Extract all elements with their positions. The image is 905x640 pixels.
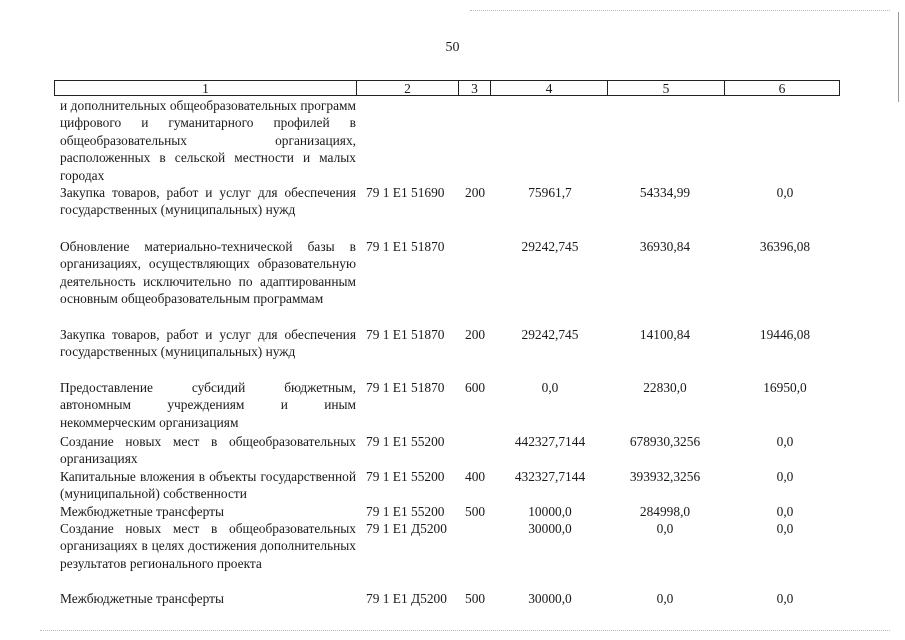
row-code: 79 1 E1 Д5200 <box>366 521 447 536</box>
row-value-col5: 393932,3256 <box>629 469 701 484</box>
row-value-col5: 54334,99 <box>639 185 691 200</box>
table-row <box>0 326 905 379</box>
row-description: Обновление материально-технической базы в организациях, осуществляющих образовательную деятельность исключительно по адаптированным основным общеобразовательным программам <box>60 239 356 307</box>
row-code: 79 1 E1 55200 <box>366 434 445 449</box>
row-value-col6: 36396,08 <box>759 239 811 254</box>
table-row <box>0 468 905 503</box>
table-row <box>0 590 905 610</box>
row-expense-type: 500 <box>465 504 486 519</box>
row-value-col4: 29242,745 <box>521 327 579 342</box>
row-value-col5: 22830,0 <box>643 380 687 395</box>
row-value-col4: 75961,7 <box>528 185 572 200</box>
row-value-col5: 678930,3256 <box>629 434 701 449</box>
table-row <box>0 97 905 184</box>
row-value-col5: 14100,84 <box>639 327 691 342</box>
row-value-col4: 30000,0 <box>528 591 572 606</box>
row-value-col6: 0,0 <box>776 185 794 200</box>
row-description: Предоставление субсидий бюджетным, автономным учреждениям и иным некоммерческим организациям <box>60 380 356 430</box>
row-expense-type: 600 <box>465 380 486 395</box>
row-value-col4: 29242,745 <box>521 239 579 254</box>
row-code: 79 1 E1 51870 <box>366 239 445 254</box>
table-row <box>0 433 905 468</box>
column-header: 5 <box>608 81 725 95</box>
row-code: 79 1 E1 55200 <box>366 504 445 519</box>
row-value-col6: 0,0 <box>776 469 794 484</box>
table-row <box>0 184 905 238</box>
row-description: Межбюджетные трансферты <box>60 591 224 606</box>
row-code: 79 1 E1 51690 <box>366 185 445 200</box>
row-value-col5: 284998,0 <box>639 504 691 519</box>
row-value-col6: 16950,0 <box>763 380 807 395</box>
row-description: и дополнительных общеобразовательных программ цифрового и гуманитарного профилей в общеобразовательных организациях, расположенных в сельской местности и малых городах <box>60 98 356 183</box>
row-description: Закупка товаров, работ и услуг для обеспечения государственных (муниципальных) нужд <box>60 185 356 218</box>
row-description: Создание новых мест в общеобразовательных организациях в целях достижения дополнительных результатов регионального проекта <box>60 521 356 571</box>
row-value-col6: 0,0 <box>776 434 794 449</box>
row-value-col5: 0,0 <box>656 521 674 536</box>
column-header: 1 <box>55 81 357 95</box>
row-code: 79 1 E1 Д5200 <box>366 591 447 606</box>
scan-artifact-top <box>470 10 890 12</box>
column-header: 6 <box>778 81 786 96</box>
table-body <box>0 97 905 610</box>
scan-artifact-bottom <box>40 630 890 632</box>
row-description: Капитальные вложения в объекты государственной (муниципальной) собственности <box>60 469 356 502</box>
row-value-col4: 30000,0 <box>528 521 572 536</box>
row-expense-type: 500 <box>465 591 486 606</box>
column-header: 4 <box>491 81 608 95</box>
row-expense-type: 400 <box>465 469 486 484</box>
row-value-col4: 10000,0 <box>528 504 572 519</box>
row-value-col6: 0,0 <box>776 504 794 519</box>
row-code: 79 1 E1 55200 <box>366 469 445 484</box>
table-row <box>0 379 905 433</box>
row-value-col4: 432327,7144 <box>514 469 586 484</box>
row-value-col5: 0,0 <box>656 591 674 606</box>
row-value-col4: 442327,7144 <box>514 434 586 449</box>
row-expense-type: 200 <box>465 327 486 342</box>
row-description: Межбюджетные трансферты <box>60 504 224 519</box>
table-row <box>0 503 905 520</box>
column-header: 2 <box>357 81 459 95</box>
row-expense-type: 200 <box>465 185 486 200</box>
row-value-col6: 19446,08 <box>759 327 811 342</box>
column-header: 3 <box>459 81 491 95</box>
table-row <box>0 238 905 326</box>
table-row <box>0 520 905 590</box>
row-value-col4: 0,0 <box>541 380 559 395</box>
page-number: 50 <box>445 40 460 55</box>
row-description: Закупка товаров, работ и услуг для обеспечения государственных (муниципальных) нужд <box>60 327 356 360</box>
row-description: Создание новых мест в общеобразовательных организациях <box>60 434 356 467</box>
row-value-col6: 0,0 <box>776 521 794 536</box>
table-header <box>54 80 840 96</box>
row-code: 79 1 E1 51870 <box>366 327 445 342</box>
row-value-col6: 0,0 <box>776 591 794 606</box>
scan-artifact-right <box>898 12 899 102</box>
row-value-col5: 36930,84 <box>639 239 691 254</box>
row-code: 79 1 E1 51870 <box>366 380 445 395</box>
